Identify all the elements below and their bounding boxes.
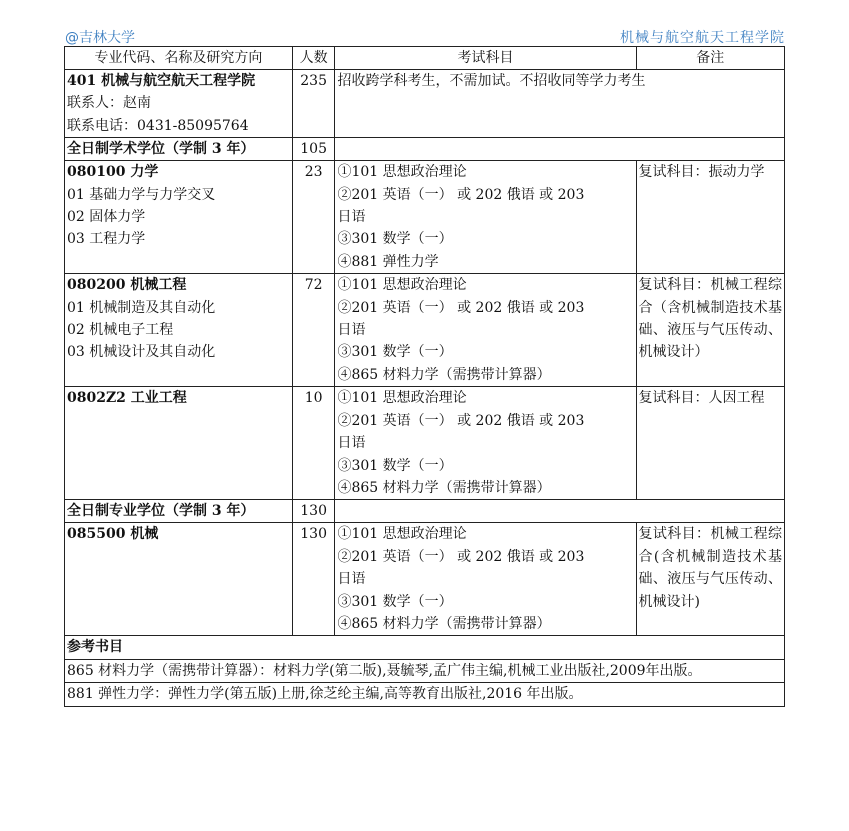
major-exams	[335, 274, 636, 387]
exam-item: ②201 英语（一） 或 202 俄语 或 203	[337, 186, 585, 203]
major-direction: 01 机械制造及其自动化	[67, 299, 216, 316]
exam-item: ②201 英语（一） 或 202 俄语 或 203	[337, 299, 585, 316]
exam-item: ①101 思想政治理论	[337, 526, 467, 543]
major-note	[636, 523, 785, 636]
major-note-text: 复试科目：机械工程综合(含机械制造技术基础、液压与气压传动、机械设计)	[638, 526, 782, 610]
major-count: 72	[292, 274, 335, 387]
major-row	[65, 523, 785, 636]
major-direction: 02 固体力学	[67, 209, 146, 226]
professional-degree-label: 全日制专业学位（学制 3 年）	[65, 500, 293, 523]
major-count: 10	[292, 387, 335, 500]
header-university: @吉林大学	[65, 30, 135, 46]
major-exams	[335, 523, 636, 636]
academic-degree-row	[65, 138, 785, 161]
school-title: 401 机械与航空航天工程学院	[67, 73, 256, 89]
school-count: 235	[292, 70, 335, 138]
exam-item: ③301 数学（一）	[337, 457, 453, 474]
major-note-text: 复试科目：人因工程	[638, 390, 765, 407]
professional-degree-row	[65, 500, 785, 523]
major-note	[636, 387, 785, 500]
major-exams	[335, 161, 636, 274]
reference-row	[65, 683, 785, 706]
major-direction: 03 机械设计及其自动化	[67, 344, 216, 361]
academic-degree-label: 全日制学术学位（学制 3 年）	[65, 138, 293, 161]
school-phone: 联系电话：0431-85095764	[67, 117, 249, 134]
major-exams	[335, 387, 636, 500]
major-note-text: 复试科目：机械工程综合（含机械制造技术基础、液压与气压传动、机械设计）	[638, 277, 782, 361]
major-count: 23	[292, 161, 335, 274]
major-row	[65, 274, 785, 387]
references-title-row	[65, 636, 785, 659]
reference-row	[65, 659, 785, 682]
admissions-table	[64, 46, 785, 707]
major-direction: 03 工程力学	[67, 231, 146, 248]
exam-item: ①101 思想政治理论	[337, 390, 467, 407]
academic-degree-empty	[335, 138, 785, 161]
major-note-text: 复试科目：振动力学	[638, 164, 765, 181]
exam-item: ③301 数学（一）	[337, 344, 453, 361]
exam-item: 日语	[337, 209, 366, 226]
exam-item: ④865 材料力学（需携带计算器）	[337, 366, 551, 383]
exam-item: 日语	[337, 322, 366, 339]
school-row	[65, 70, 785, 138]
exam-item: ①101 思想政治理论	[337, 164, 467, 181]
exam-item: ④865 材料力学（需携带计算器）	[337, 615, 551, 632]
major-code: 0802Z2 工业工程	[67, 390, 187, 407]
major-row	[65, 161, 785, 274]
exam-item: ③301 数学（一）	[337, 231, 453, 248]
exam-item: ④865 材料力学（需携带计算器）	[337, 479, 551, 496]
major-row	[65, 387, 785, 500]
reference-text: 881 弹性力学：弹性力学(第五版)上册,徐芝纶主编,高等教育出版社,2016 年出版。	[67, 686, 583, 703]
col-header-exam: 考试科目	[335, 47, 636, 70]
major-info	[65, 161, 293, 274]
professional-degree-count: 130	[292, 500, 335, 523]
exam-item: ④881 弹性力学	[337, 253, 439, 270]
reference-text: 865 材料力学（需携带计算器）：材料力学(第二版),聂毓琴,孟广伟主编,机械工业出版社,2009年出版。	[67, 662, 702, 679]
exam-item: ②201 英语（一） 或 202 俄语 或 203	[337, 412, 585, 429]
reference-item	[65, 659, 785, 682]
exam-item: ②201 英语（一） 或 202 俄语 或 203	[337, 548, 585, 565]
major-note	[636, 274, 785, 387]
exam-item: 日语	[337, 435, 366, 452]
exam-item: ①101 思想政治理论	[337, 277, 467, 294]
exam-item: ③301 数学（一）	[337, 593, 453, 610]
major-direction: 01 基础力学与力学交叉	[67, 186, 216, 203]
col-header-note: 备注	[636, 47, 785, 70]
major-count: 130	[292, 523, 335, 636]
table-header-row	[65, 47, 785, 70]
references-title: 参考书目	[65, 636, 785, 659]
professional-degree-empty	[335, 500, 785, 523]
reference-item	[65, 683, 785, 706]
header-school: 机械与航空航天工程学院	[620, 30, 785, 46]
major-info	[65, 274, 293, 387]
academic-degree-count: 105	[292, 138, 335, 161]
major-direction: 02 机械电子工程	[67, 322, 174, 339]
major-code: 080100 力学	[67, 164, 159, 181]
major-note	[636, 161, 785, 274]
major-code: 080200 机械工程	[67, 277, 187, 294]
col-header-major: 专业代码、名称及研究方向	[65, 47, 293, 70]
exam-item: 日语	[337, 571, 366, 588]
major-info	[65, 387, 293, 500]
school-info	[65, 70, 293, 138]
major-code: 085500 机械	[67, 526, 159, 543]
major-info	[65, 523, 293, 636]
school-exam-note: 招收跨学科考生，不需加试。不招收同等学力考生	[335, 70, 785, 138]
school-contact: 联系人：赵南	[67, 95, 151, 112]
col-header-count: 人数	[292, 47, 335, 70]
